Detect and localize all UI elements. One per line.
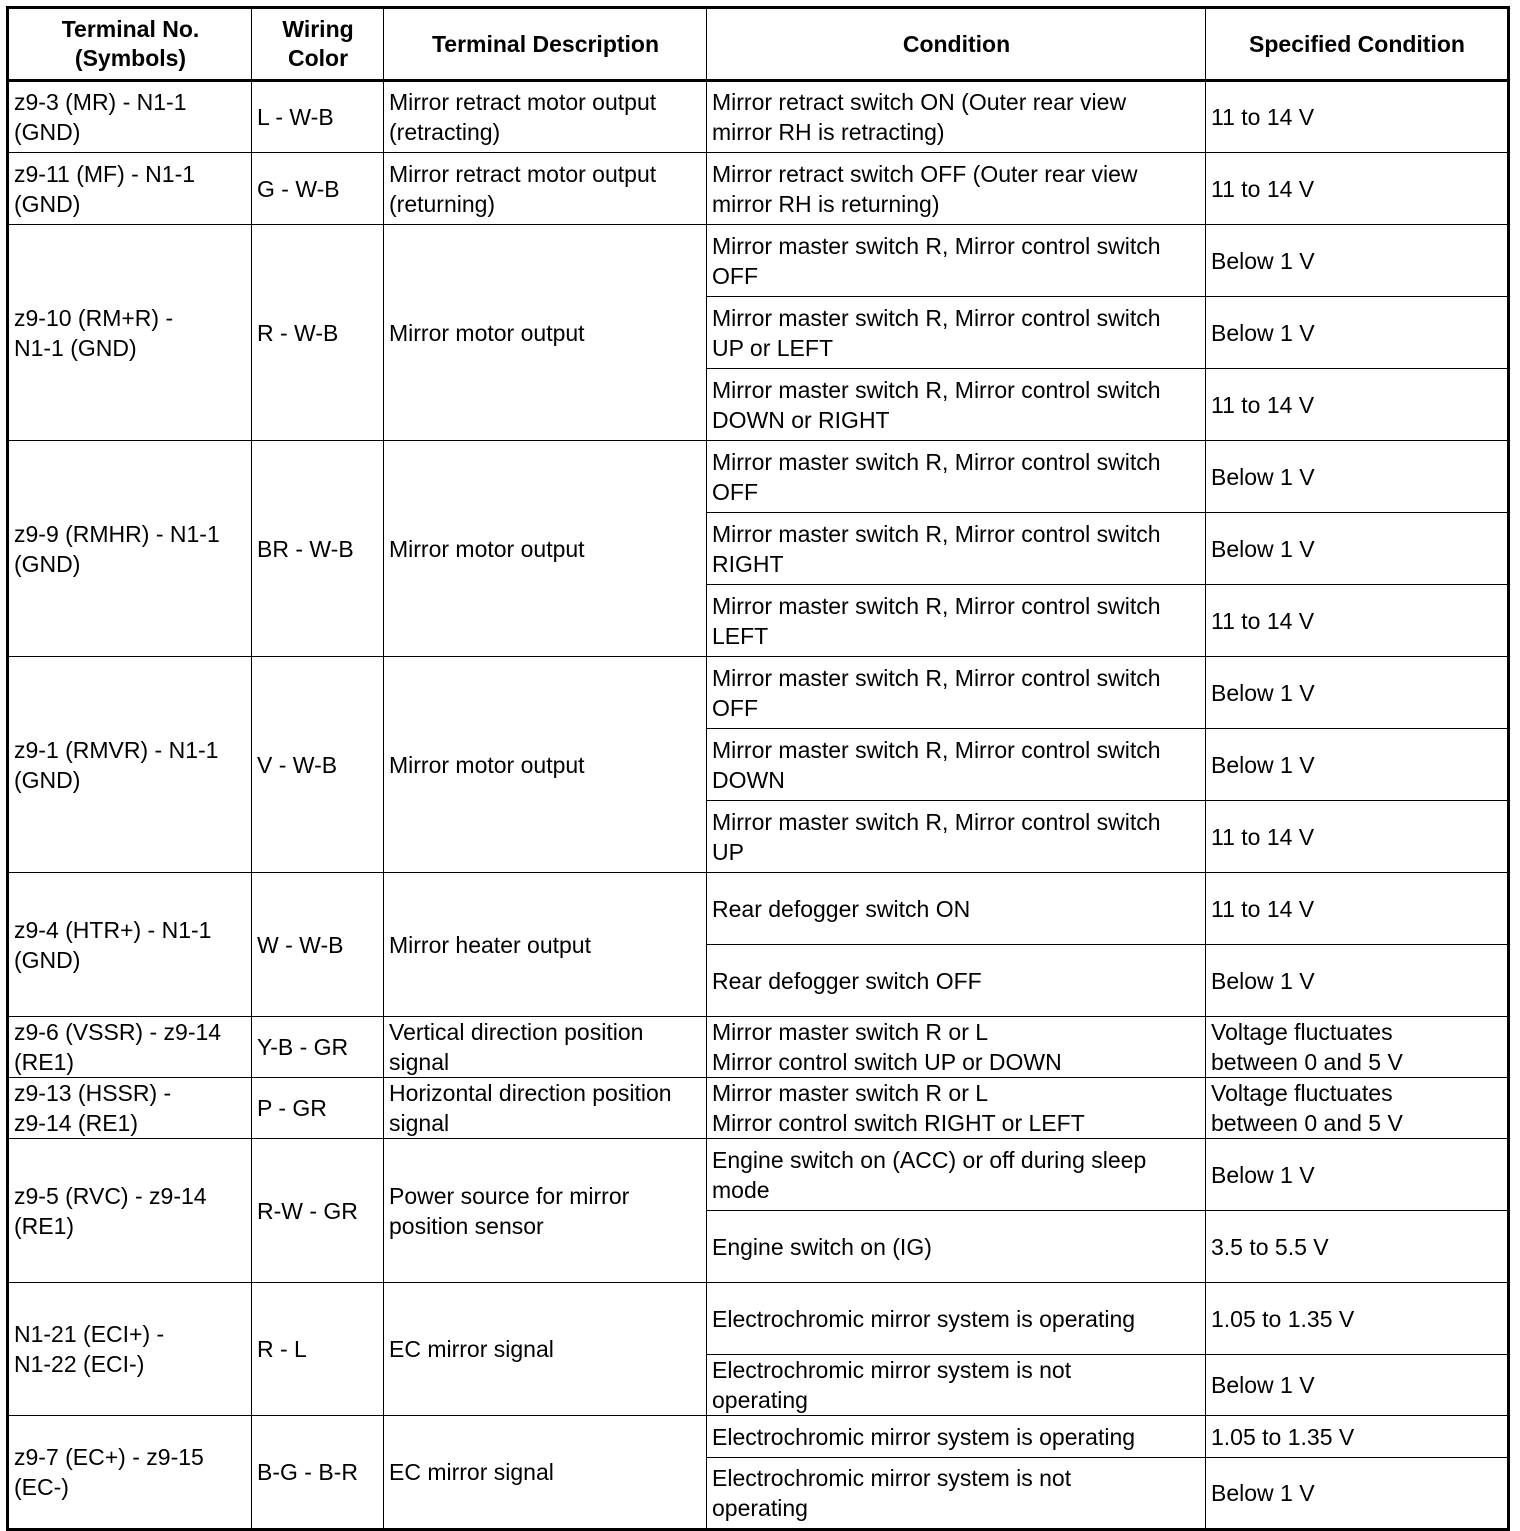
condition-cell: Mirror master switch R, Mirror control switch OFF — [707, 657, 1206, 729]
condition-cell: Electrochromic mirror system is operating — [707, 1283, 1206, 1355]
header-specified-condition: Specified Condition — [1206, 8, 1509, 81]
condition-cell: Mirror master switch R or L Mirror control switch RIGHT or LEFT — [707, 1078, 1206, 1139]
specified-condition-cell: 11 to 14 V — [1206, 369, 1509, 441]
condition-cell: Engine switch on (IG) — [707, 1211, 1206, 1283]
condition-cell: Rear defogger switch ON — [707, 873, 1206, 945]
wiring-color-cell: P - GR — [252, 1078, 384, 1139]
specified-condition-cell: Below 1 V — [1206, 1139, 1509, 1211]
header-terminal-description: Terminal Description — [384, 8, 707, 81]
specified-condition-cell: 3.5 to 5.5 V — [1206, 1211, 1509, 1283]
condition-cell: Mirror master switch R, Mirror control switch UP — [707, 801, 1206, 873]
table-row — [8, 873, 1509, 945]
condition-cell: Mirror master switch R or L Mirror control switch UP or DOWN — [707, 1017, 1206, 1078]
condition-cell: Engine switch on (ACC) or off during sleep mode — [707, 1139, 1206, 1211]
wiring-color-cell: W - W-B — [252, 873, 384, 1017]
specified-condition-cell: Below 1 V — [1206, 297, 1509, 369]
specified-condition-cell: Below 1 V — [1206, 441, 1509, 513]
condition-cell: Electrochromic mirror system is not operating — [707, 1355, 1206, 1416]
wiring-color-cell: G - W-B — [252, 153, 384, 225]
wiring-color-cell: R - L — [252, 1283, 384, 1416]
table-row — [8, 225, 1509, 297]
specified-condition-cell: Below 1 V — [1206, 1355, 1509, 1416]
header-wiring-color: Wiring Color — [252, 8, 384, 81]
terminal-cell: z9-3 (MR) - N1-1 (GND) — [8, 81, 252, 153]
terminal-cell: z9-7 (EC+) - z9-15 (EC-) — [8, 1416, 252, 1530]
header-row — [8, 8, 1509, 81]
specified-condition-cell: 11 to 14 V — [1206, 873, 1509, 945]
terminal-description-cell: Mirror motor output — [384, 441, 707, 657]
terminal-table — [6, 6, 1510, 1531]
specified-condition-cell: 11 to 14 V — [1206, 81, 1509, 153]
terminal-cell: z9-6 (VSSR) - z9-14 (RE1) — [8, 1017, 252, 1078]
condition-cell: Mirror master switch R, Mirror control switch UP or LEFT — [707, 297, 1206, 369]
condition-cell: Mirror master switch R, Mirror control switch RIGHT — [707, 513, 1206, 585]
terminal-description-cell: EC mirror signal — [384, 1416, 707, 1530]
table-row — [8, 657, 1509, 729]
table-row — [8, 153, 1509, 225]
specified-condition-cell: Below 1 V — [1206, 225, 1509, 297]
specified-condition-cell: Below 1 V — [1206, 657, 1509, 729]
specified-condition-cell: Below 1 V — [1206, 945, 1509, 1017]
terminal-description-cell: Mirror motor output — [384, 225, 707, 441]
terminal-cell: z9-10 (RM+R) - N1-1 (GND) — [8, 225, 252, 441]
terminal-description-cell: Mirror retract motor output (returning) — [384, 153, 707, 225]
wiring-color-cell: V - W-B — [252, 657, 384, 873]
table-row — [8, 441, 1509, 513]
terminal-cell: z9-5 (RVC) - z9-14 (RE1) — [8, 1139, 252, 1283]
terminal-cell: z9-11 (MF) - N1-1 (GND) — [8, 153, 252, 225]
wiring-color-cell: R-W - GR — [252, 1139, 384, 1283]
terminal-description-cell: Vertical direction position signal — [384, 1017, 707, 1078]
wiring-color-cell: Y-B - GR — [252, 1017, 384, 1078]
table-body — [8, 81, 1509, 1530]
terminal-description-cell: Mirror retract motor output (retracting) — [384, 81, 707, 153]
wiring-color-cell: L - W-B — [252, 81, 384, 153]
condition-cell: Mirror retract switch OFF (Outer rear view mirror RH is returning) — [707, 153, 1206, 225]
condition-cell: Mirror master switch R, Mirror control switch OFF — [707, 441, 1206, 513]
table-row — [8, 1017, 1509, 1078]
terminal-description-cell: Mirror motor output — [384, 657, 707, 873]
specified-condition-cell: Below 1 V — [1206, 1458, 1509, 1530]
terminal-cell: z9-1 (RMVR) - N1-1 (GND) — [8, 657, 252, 873]
condition-cell: Mirror master switch R, Mirror control switch OFF — [707, 225, 1206, 297]
condition-cell: Mirror retract switch ON (Outer rear view mirror RH is retracting) — [707, 81, 1206, 153]
header-terminal: Terminal No. (Symbols) — [8, 8, 252, 81]
specified-condition-cell: 11 to 14 V — [1206, 801, 1509, 873]
table-row — [8, 1416, 1509, 1458]
wiring-color-cell: B-G - B-R — [252, 1416, 384, 1530]
wiring-color-cell: BR - W-B — [252, 441, 384, 657]
condition-cell: Rear defogger switch OFF — [707, 945, 1206, 1017]
terminal-description-cell: EC mirror signal — [384, 1283, 707, 1416]
table-row — [8, 1139, 1509, 1211]
specified-condition-cell: 1.05 to 1.35 V — [1206, 1416, 1509, 1458]
specified-condition-cell: 1.05 to 1.35 V — [1206, 1283, 1509, 1355]
terminal-description-cell: Power source for mirror position sensor — [384, 1139, 707, 1283]
condition-cell: Mirror master switch R, Mirror control switch DOWN or RIGHT — [707, 369, 1206, 441]
specified-condition-cell: Below 1 V — [1206, 729, 1509, 801]
terminal-cell: z9-13 (HSSR) - z9-14 (RE1) — [8, 1078, 252, 1139]
specified-condition-cell: 11 to 14 V — [1206, 585, 1509, 657]
terminal-description-cell: Horizontal direction position signal — [384, 1078, 707, 1139]
terminal-cell: z9-4 (HTR+) - N1-1 (GND) — [8, 873, 252, 1017]
condition-cell: Electrochromic mirror system is operating — [707, 1416, 1206, 1458]
terminal-cell: N1-21 (ECI+) - N1-22 (ECI-) — [8, 1283, 252, 1416]
table-row — [8, 1078, 1509, 1139]
condition-cell: Mirror master switch R, Mirror control switch DOWN — [707, 729, 1206, 801]
terminal-cell: z9-9 (RMHR) - N1-1 (GND) — [8, 441, 252, 657]
condition-cell: Mirror master switch R, Mirror control switch LEFT — [707, 585, 1206, 657]
specified-condition-cell: Below 1 V — [1206, 513, 1509, 585]
terminal-description-cell: Mirror heater output — [384, 873, 707, 1017]
specified-condition-cell: Voltage fluctuates between 0 and 5 V — [1206, 1078, 1509, 1139]
table-row — [8, 81, 1509, 153]
specified-condition-cell: 11 to 14 V — [1206, 153, 1509, 225]
header-condition: Condition — [707, 8, 1206, 81]
specified-condition-cell: Voltage fluctuates between 0 and 5 V — [1206, 1017, 1509, 1078]
condition-cell: Electrochromic mirror system is not operating — [707, 1458, 1206, 1530]
table-row — [8, 1283, 1509, 1355]
wiring-color-cell: R - W-B — [252, 225, 384, 441]
